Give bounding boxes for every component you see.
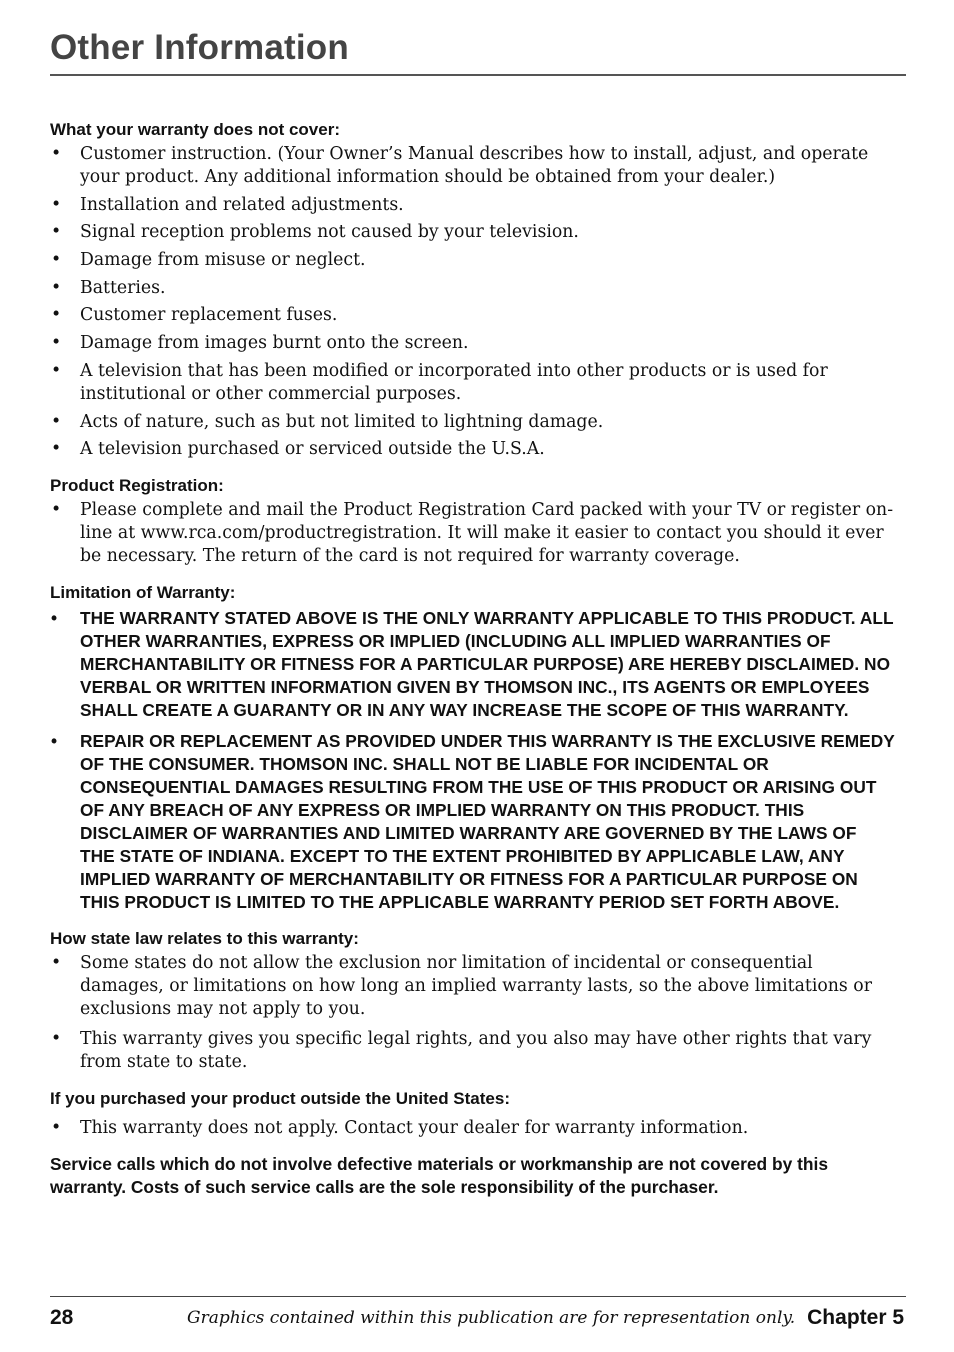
title-divider [50,74,906,76]
warranty-content [50,118,895,1199]
section-outside-us [50,1087,895,1140]
section-heading: Limitation of Warranty: [50,583,236,603]
section-limitation [50,581,895,914]
registration-list [50,499,895,568]
outside-us-list [50,1117,895,1140]
section-not-covered [50,118,895,461]
section-state-law [50,927,895,1074]
page-title: Other Information [50,28,349,67]
list-item: • Some states do not allow the exclusion nor limitation of incidental or consequential damages, or limitations on how long an implied warranty lasts, so the above limitations or exclusions may not apply to you. [50,952,895,1021]
list-item: • Acts of nature, such as but not limited to lightning damage. [50,411,895,434]
list-item: • A television purchased or serviced outside the U.S.A. [50,438,895,461]
service-calls-note: Service calls which do not involve defective materials or workmanship are not covered by this warranty. Costs of such service calls are the sole responsibility of the purchaser. [50,1154,829,1198]
list-item: • Customer instruction. (Your Owner’s Manual describes how to install, adjust, and operate your product. Any additional information should be obtained from your dealer.) [50,143,895,189]
list-item: • Please complete and mail the Product Registration Card packed with your TV or register on-line at www.rca.com/productregistration. It will make it easier to contact you should it ever be necessary. The return of the card is not required for warranty coverage. [50,499,895,568]
chapter-label: Chapter 5 [807,1306,904,1329]
state-law-list [50,952,895,1074]
section-heading: How state law relates to this warranty: [50,929,359,949]
not-covered-list [50,143,895,461]
list-item: • Customer replacement fuses. [50,304,895,327]
list-item: • Damage from misuse or neglect. [50,249,895,272]
section-heading: What your warranty does not cover: [50,120,340,139]
list-item: • REPAIR OR REPLACEMENT AS PROVIDED UNDER THIS WARRANTY IS THE EXCLUSIVE REMEDY OF THE CONSUMER. THOMSON INC. SHALL NOT BE LIABLE FOR INCIDENTAL OR CONSEQUENTIAL DAMAGES RESULTING FROM THE USE OF THIS PRODUCT OR ARISING OUT OF ANY BREACH OF ANY EXPRESS OR IMPLIED WARRANTY ON THIS PRODUCT. THIS DISCLAIMER OF WARRANTIES AND LIMITED WARRANTY ARE GOVERNED BY THE LAWS OF THE STATE OF INDIANA. EXCEPT TO THE EXTENT PROHIBITED BY APPLICABLE LAW, ANY IMPLIED WARRANTY OF MERCHANTABILITY OR FITNESS FOR A PARTICULAR PURPOSE ON THIS PRODUCT IS LIMITED TO THE APPLICABLE WARRANTY PERIOD SET FORTH ABOVE. [50,730,895,914]
list-item: • This warranty does not apply. Contact your dealer for warranty information. [50,1117,895,1140]
list-item: • Batteries. [50,277,895,300]
list-item: • Installation and related adjustments. [50,194,895,217]
list-item: • This warranty gives you specific legal rights, and you also may have other rights that vary from state to state. [50,1028,895,1074]
section-registration [50,474,895,568]
page-number: 28 [50,1306,74,1329]
list-item: • Signal reception problems not caused by your television. [50,221,895,244]
section-heading: Product Registration: [50,476,224,496]
list-item: • A television that has been modified or incorporated into other products or is used for institutional or other commercial purposes. [50,360,895,406]
section-heading: If you purchased your product outside the United States: [50,1089,510,1109]
list-item: • Damage from images burnt onto the screen. [50,332,895,355]
footer-divider [50,1296,906,1297]
list-item: • THE WARRANTY STATED ABOVE IS THE ONLY WARRANTY APPLICABLE TO THIS PRODUCT. ALL OTHER WARRANTIES, EXPRESS OR IMPLIED (INCLUDING ALL IMPLIED WARRANTIES OF MERCHANTABILITY OR FITNESS FOR A PARTICULAR PURPOSE) ARE HEREBY DISCLAIMED. NO VERBAL OR WRITTEN INFORMATION GIVEN BY THOMSON INC., ITS AGENTS OR EMPLOYEES SHALL CREATE A GUARANTY OR IN ANY WAY INCREASE THE SCOPE OF THIS WARRANTY. [50,607,895,722]
limitation-list [50,607,895,914]
footer-note: Graphics contained within this publication are for representation only. [187,1308,796,1328]
